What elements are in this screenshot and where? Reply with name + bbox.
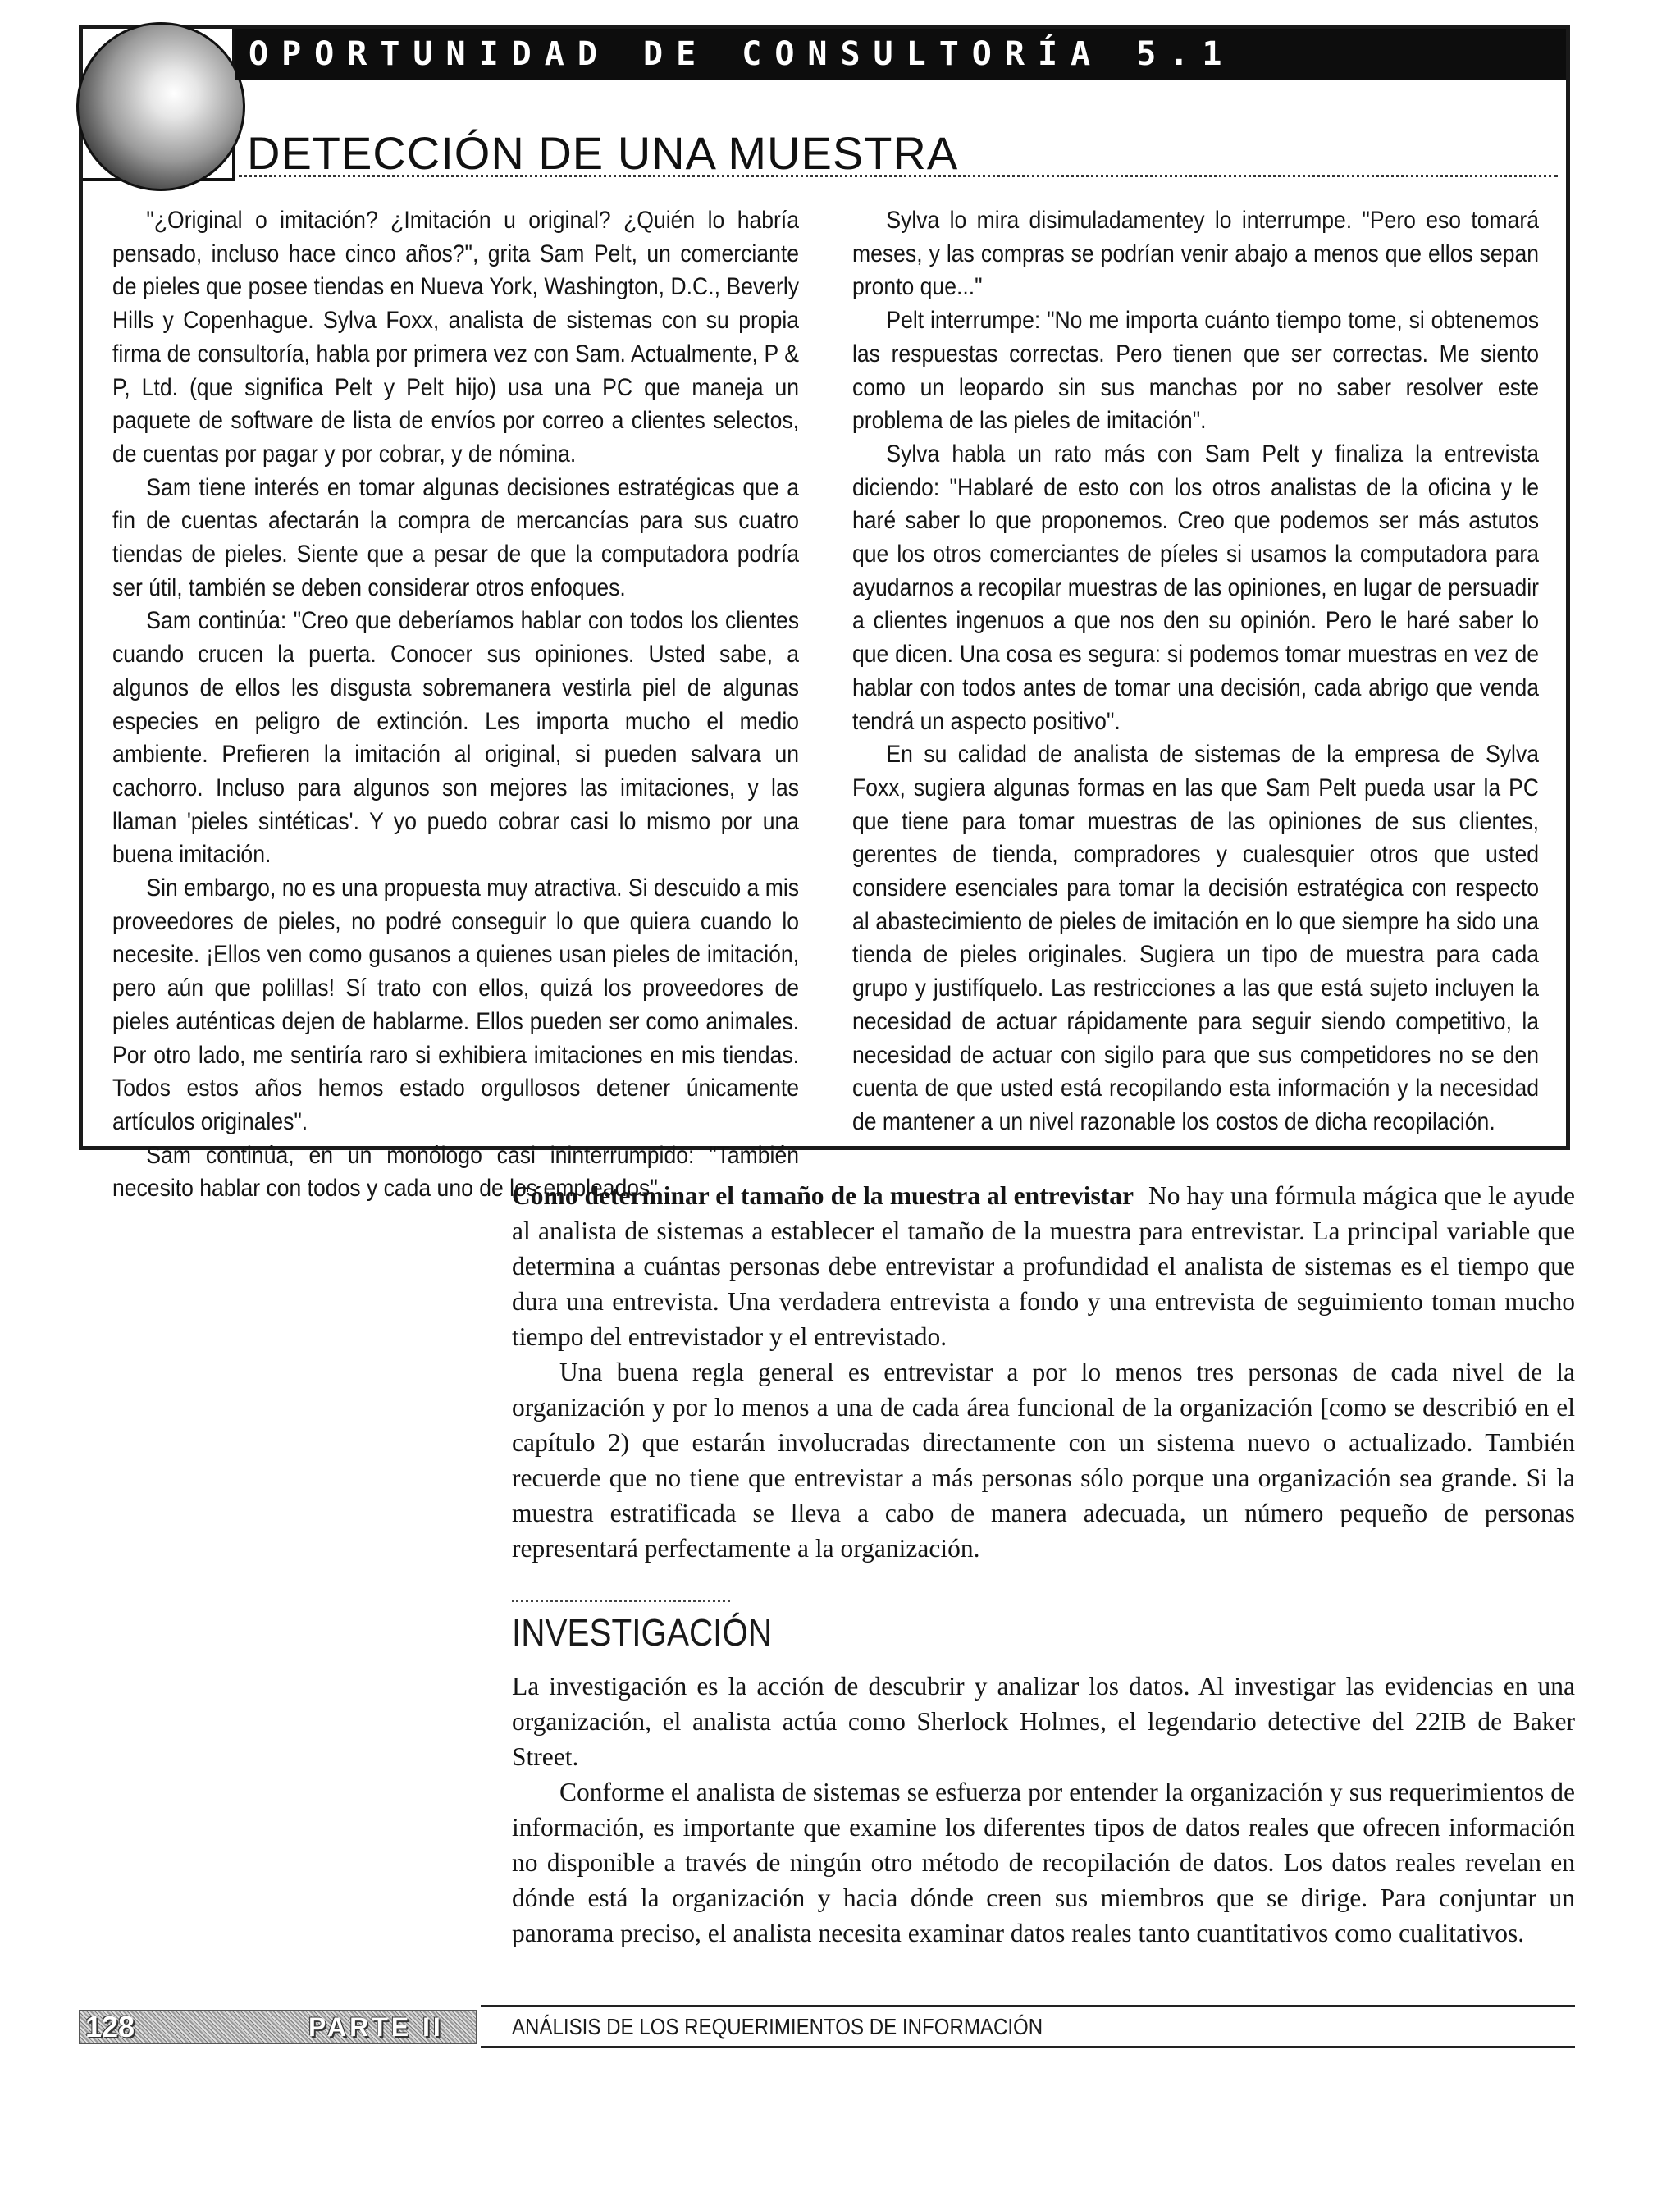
- footer-rule: [481, 2005, 1575, 2007]
- box-banner: OPORTUNIDAD DE CONSULTORÍA 5.1: [235, 29, 1566, 80]
- footer-rule: [481, 2046, 1575, 2048]
- globe-icon: [76, 22, 245, 191]
- title-rule: [239, 175, 1558, 177]
- box-paragraph: Sylva habla un rato más con Sam Pelt y finaliza la entrevista diciendo: "Hablaré de esto con los otros analistas de la oficina y le haré saber lo que proponemos. Creo que podemos ser más astutos que los otros comerciantes de píeles si usamos la computadora para ayudarnos a recopilar muestras de las opiniones, en lugar de persuadir a clientes ingenuos a que nos den su opinión. Pero le haré saber lo que dicen. Una cosa es segura: si podemos tomar muestras en vez de hablar con todos antes de tomar una decisión, cada abrigo que venda tendrá un aspecto positivo".: [852, 440, 1539, 735]
- part-label: PARTE II: [308, 2012, 444, 2042]
- running-title: ANÁLISIS DE LOS REQUERIMIENTOS DE INFORMACIÓN: [512, 2014, 1043, 2039]
- investigation-section: [512, 1669, 1575, 1951]
- body-text: No hay una fórmula mágica que le ayude al analista de sistemas a establecer el tamaño de la muestra para entrevistar. La principal variable que determina a cuántas personas debe entrevistar a profundidad el analista de sistemas es el tiempo que dura una entrevista. Una verdadera entrevista a fondo y una entrevista de seguimiento toman mucho tiempo del entrevistador y el entrevistado.: [512, 1181, 1575, 1351]
- run-in-heading: Cómo determinar el tamaño de la muestra al entrevistar: [512, 1181, 1134, 1210]
- section-rule: [512, 1600, 730, 1602]
- box-left-column: [112, 204, 799, 1206]
- sample-size-section: [512, 1178, 1575, 1566]
- box-title: DETECCIÓN DE UNA MUESTRA: [247, 127, 959, 179]
- page-number: 128: [85, 2010, 135, 2043]
- box-paragraph: "¿Original o imitación? ¿Imitación u original? ¿Quién lo habría pensado, incluso hace cinco años?", grita Sam Pelt, un comerciante de pieles que posee tiendas en Nueva York, Washington, D.C., Beverly Hills y Copenhague. Sylva Foxx, analista de sistemas con su propia firma de consultoría, habla por primera vez con Sam. Actualmente, P & P, Ltd. (que significa Pelt y Pelt hijo) usa una PC que maneja un paquete de software de lista de envíos por correo a clientes selectos, de cuentas por pagar y por cobrar, y de nómina.: [112, 207, 799, 468]
- body-paragraph: Una buena regla general es entrevistar a por lo menos tres personas de cada nivel de la organización y por lo menos a una de cada área funcional de la organización [como se describió en el capítulo 2) que estarán involucradas directamente con un sistema nuevo o actualizado. También recuerde que no tiene que entrevistar a más personas sólo porque una organización sea grande. Si la muestra estratificada se lleva a cabo de manera adecuada, un número pequeño de personas representará perfectamente a la organización.: [512, 1358, 1575, 1563]
- box-paragraph: Pelt interrumpe: "No me importa cuánto tiempo tome, si obtenemos las respuestas correctas. Pero tienen que ser correctas. Me siento como un leopardo sin sus manchas por no saber resolver este problema de las pieles de imitación".: [852, 307, 1539, 435]
- body-paragraph: Conforme el analista de sistemas se esfuerza por entender la organización y sus requerimientos de información, es importante que examine los diferentes tipos de datos reales que ofrecen información no disponible a través de ningún otro método de recopilación de datos. Los datos reales revelan en dónde está la organización y hacia dónde creen sus miembros que se dirige. Para conjuntar un panorama preciso, el analista necesita examinar datos reales tanto cuantitativos como cualitativos.: [512, 1778, 1575, 1947]
- box-right-column: [852, 204, 1539, 1139]
- body-paragraph: [512, 1178, 1575, 1354]
- section-heading: INVESTIGACIÓN: [512, 1611, 773, 1654]
- box-paragraph: Sylva lo mira disimuladamentey lo interrumpe. "Pero eso tomará meses, y las compras se podrían venir abajo a menos que ellos sepan pronto que...": [852, 207, 1539, 301]
- box-paragraph: Sam tiene interés en tomar algunas decisiones estratégicas que a fin de cuentas afectarán la compra de mercancías para sus cuatro tiendas de pieles. Siente que a pesar de que la computadora podría ser útil, también se deben considerar otros enfoques.: [112, 473, 799, 601]
- box-paragraph: Sin embargo, no es una propuesta muy atractiva. Si descuido a mis proveedores de pieles, no podré conseguir lo que quiera cuando lo necesite. ¡Ellos ven como gusanos a quienes usan pieles de imitación, pero aún que polillas! Sí trato con ellos, quizá los proveedores de pieles auténticas dejen de hablarme. Ellos pueden ser como animales. Por otro lado, me sentiría raro si exhibiera imitaciones en mis tiendas. Todos estos años hemos estado orgullosos detener únicamente artículos originales".: [112, 874, 799, 1135]
- box-paragraph: Sam continúa, en un monólogo casi ininterrumpido: "También necesito hablar con todos y cada uno de los empleados".: [112, 1141, 799, 1203]
- box-paragraph: Sam continúa: "Creo que deberíamos hablar con todos los clientes cuando crucen la puerta. Conocer sus opiniones. Usted sabe, a algunos de ellos les disgusta sobremanera vestirla piel de algunas especies en peligro de extinción. Les importa mucho el medio ambiente. Prefieren la imitación al original, si pueden salvara un cachorro. Incluso para algunos son mejores las imitaciones, y las llaman 'pieles sintéticas'. Y yo puedo cobrar casi lo mismo por una buena imitación.: [112, 607, 799, 869]
- body-paragraph: La investigación es la acción de descubrir y analizar los datos. Al investigar las evidencias en una organización, el analista actúa como Sherlock Holmes, el legendario detective del 22IB de Baker Street.: [512, 1672, 1575, 1771]
- box-paragraph: En su calidad de analista de sistemas de la empresa de Sylva Foxx, sugiera algunas formas en las que Sam Pelt pueda usar la PC que tiene para tomar muestras de las opiniones de sus clientes, gerentes de tienda, compradores y cualesquier otros que usted considere esenciales para tomar la decisión estratégica con respecto al abastecimiento de pieles de imitación en lo que siempre ha sido una tienda de pieles originales. Sugiera un tipo de muestra para cada grupo y justifíquelo. Las restricciones a las que está sujeto incluyen la necesidad de actuar rápidamente para seguir siendo competitivo, la necesidad de actuar con sigilo para que sus competidores no se den cuenta de que usted está recopilando esta información y la necesidad de mantener a un nivel razonable los costos de dicha recopilación.: [852, 741, 1539, 1135]
